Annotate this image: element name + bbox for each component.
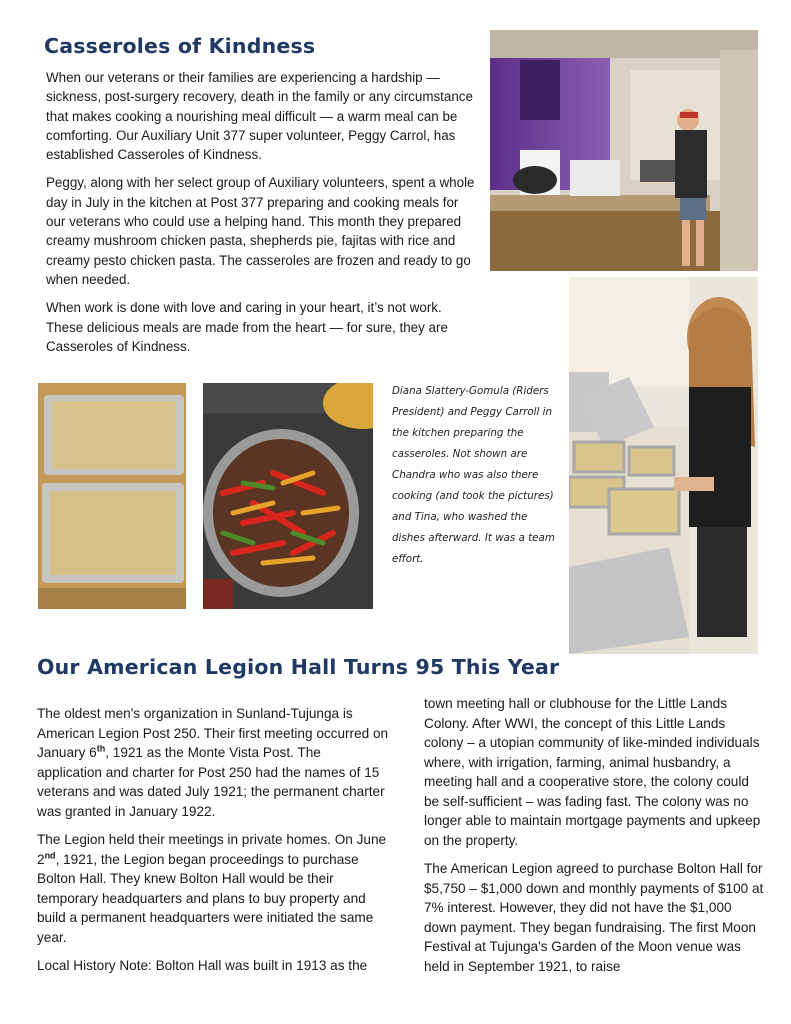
photo-casserole-pans <box>38 383 186 609</box>
photo-fajitas-pan <box>203 383 373 609</box>
legion-article-column-2 <box>424 694 766 985</box>
legion-paragraph: Local History Note: Bolton Hall was built in 1913 as the <box>37 958 368 973</box>
woman-pans-graphic <box>569 277 758 654</box>
casseroles-paragraph: Peggy, along with her select group of Auxiliary volunteers, spent a whole day in July in the kitchen at Post 377 preparing and cooking meals for our veterans who could use a helping hand. This month they prepared creamy mushroom chicken pasta, shepherds pie, fajitas with rice and creamy pesto chicken pasta. The casseroles are frozen and ready to go when needed. <box>46 175 475 287</box>
section-title-casseroles: Casseroles of Kindness <box>44 34 316 58</box>
legion-paragraph: The American Legion agreed to purchase Bolton Hall for $5,750 – $1,000 down and monthly payments of $100 at 7% interest. However, they did not have the $1,000 down payment. They began fundraising. The first Moon Festival at Tujunga's Garden of the Moon venue was held in September 1921, to raise <box>424 861 764 974</box>
legion-article-column-1 <box>37 704 389 985</box>
photo-kitchen-cooking <box>490 30 758 271</box>
legion-paragraph: The oldest men's organization in Sunland-Tujunga is American Legion Post 250. Their first meeting occurred on January 6th, 1921 as the Monte Vista Post. The application and charter for Post 250 had the names of 15 veterans and was dated July 1921; the permanent charter was granted in January 1922. <box>37 706 389 819</box>
casseroles-paragraph: When our veterans or their families are experiencing a hardship — sickness, post-surgery recovery, death in the family or any circumstance that makes cooking a nourishing meal difficult — a warm meal can be comforting. Our Auxiliary Unit 377 super volunteer, Peggy Carrol, has established Casseroles of Kindness. <box>46 70 473 163</box>
legion-paragraph: The Legion held their meetings in private homes. On June 2nd, 1921, the Legion began proceedings to purchase Bolton Hall. They knew Bolton Hall would be their temporary headquarters and plans to buy property and build a permanent headquarters were initiated the same year. <box>37 832 387 945</box>
section-title-legion-hall: Our American Legion Hall Turns 95 This Year <box>37 655 560 679</box>
legion-paragraph: town meeting hall or clubhouse for the Little Lands Colony. After WWI, the concept of this Little Lands colony – a utopian community of like-minded individuals where, with irrigation, farming, animal husbandry, a meeting hall and a cooperative store, the colony could be self-sufficient – was fading fast. The colony was no longer able to maintain mortgage payments and upkeep on the property. <box>424 696 761 848</box>
photo-caption: Diana Slattery-Gomula (Riders President) and Peggy Carroll in the kitchen preparing the casseroles. Not shown are Chandra who was also there cooking (and took the pictures) and Tina, who washed the dishes afterward. It was a team effort. <box>392 385 555 565</box>
casseroles-article <box>46 68 478 365</box>
casserole-pans-graphic <box>38 383 186 609</box>
casseroles-paragraph: When work is done with love and caring in your heart, it’s not work. These delicious meals are made from the heart — for sure, they are Casseroles of Kindness. <box>46 300 448 354</box>
photo-woman-with-pans <box>569 277 758 654</box>
kitchen-photo-graphic <box>490 30 758 271</box>
fajitas-pan-graphic <box>203 383 373 609</box>
